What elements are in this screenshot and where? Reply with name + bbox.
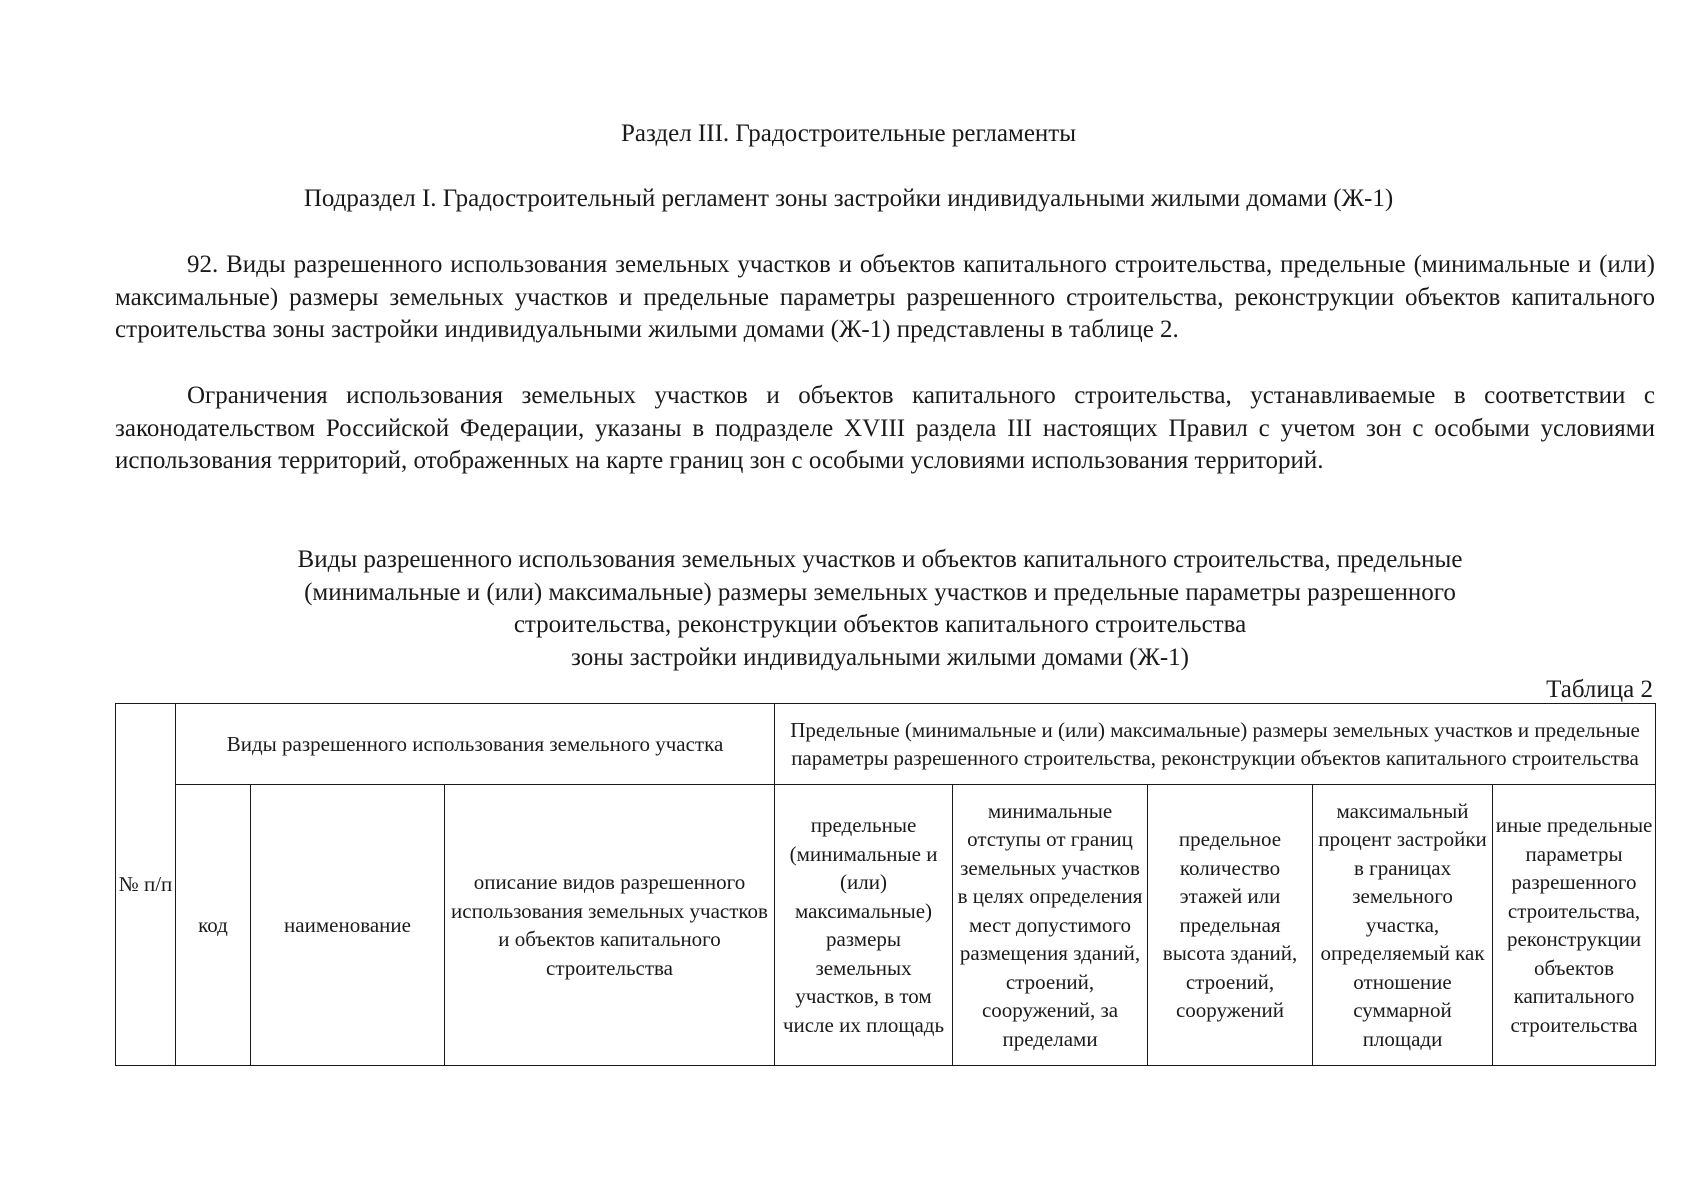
table-caption-line: Виды разрешенного использования земельных участков и объектов капитального строительства, предельные	[297, 546, 1463, 573]
header-name: наименование	[251, 785, 445, 1066]
header-number: № п/п	[116, 704, 176, 1066]
table-header-row-1	[116, 704, 1656, 785]
header-group-limits: Предельные (минимальные и (или) максимальные) размеры земельных участков и предельные параметры разрешенного строительства, реконструкции объектов капитального строительства	[775, 704, 1656, 785]
header-setbacks: минимальные отступы от границ земельных участков в целях определения мест допустимого размещения зданий, строений, сооружений, за пределами	[953, 785, 1148, 1066]
section-title: Раздел III. Градостроительные регламенты	[620, 120, 1077, 147]
header-description: описание видов разрешенного использования земельных участков и объектов капитального строительства	[445, 785, 775, 1066]
header-other-params: иные предельные параметры разрешенного строительства, реконструкции объектов капитального строительства	[1493, 785, 1656, 1066]
table-caption-line: зоны застройки индивидуальными жилыми домами (Ж-1)	[570, 643, 1190, 671]
paragraph-restrictions: Ограничения использования земельных участков и объектов капитального строительства, устанавливаемые в соответствии с законодательством Российской Федерации, указаны в подразделе XVIII раздела III настоящих Правил с учетом зон с особыми условиями использования территорий, отображенных на карте границ зон с особыми условиями использования территорий.	[115, 382, 1655, 474]
table-caption-line: строительства, реконструкции объектов капитального строительства	[513, 611, 1247, 638]
header-floors: предельное количество этажей или предельная высота зданий, строений, сооружений	[1148, 785, 1313, 1066]
header-plot-size: предельные (минимальные и (или) максимальные) размеры земельных участков, в том числе их площадь	[775, 785, 953, 1066]
table-caption	[160, 544, 1600, 674]
table-number: Таблица 2	[1546, 676, 1653, 703]
header-code: код	[176, 785, 251, 1066]
header-group-uses: Виды разрешенного использования земельного участка	[176, 704, 775, 785]
header-coverage: максимальный процент застройки в границах земельного участка, определяемый как отношение суммарной площади	[1313, 785, 1493, 1066]
regulation-table	[115, 703, 1656, 1066]
subsection-title: Подраздел I. Градостроительный регламент зоны застройки индивидуальными жилыми домами (Ж-1)	[303, 185, 1394, 212]
paragraph-92: 92. Виды разрешенного использования земельных участков и объектов капитального строительства, предельные (минимальные и (или) максимальные) размеры земельных участков и предельные параметры разрешенного строительства, реконструкции объектов капитального строительства зоны застройки индивидуальными жилыми домами (Ж-1) представлены в таблице 2.	[115, 251, 1655, 343]
table-header-row-2	[116, 785, 1656, 1066]
table-caption-line: (минимальные и (или) максимальные) размеры земельных участков и предельные параметры разрешенного	[304, 578, 1456, 606]
